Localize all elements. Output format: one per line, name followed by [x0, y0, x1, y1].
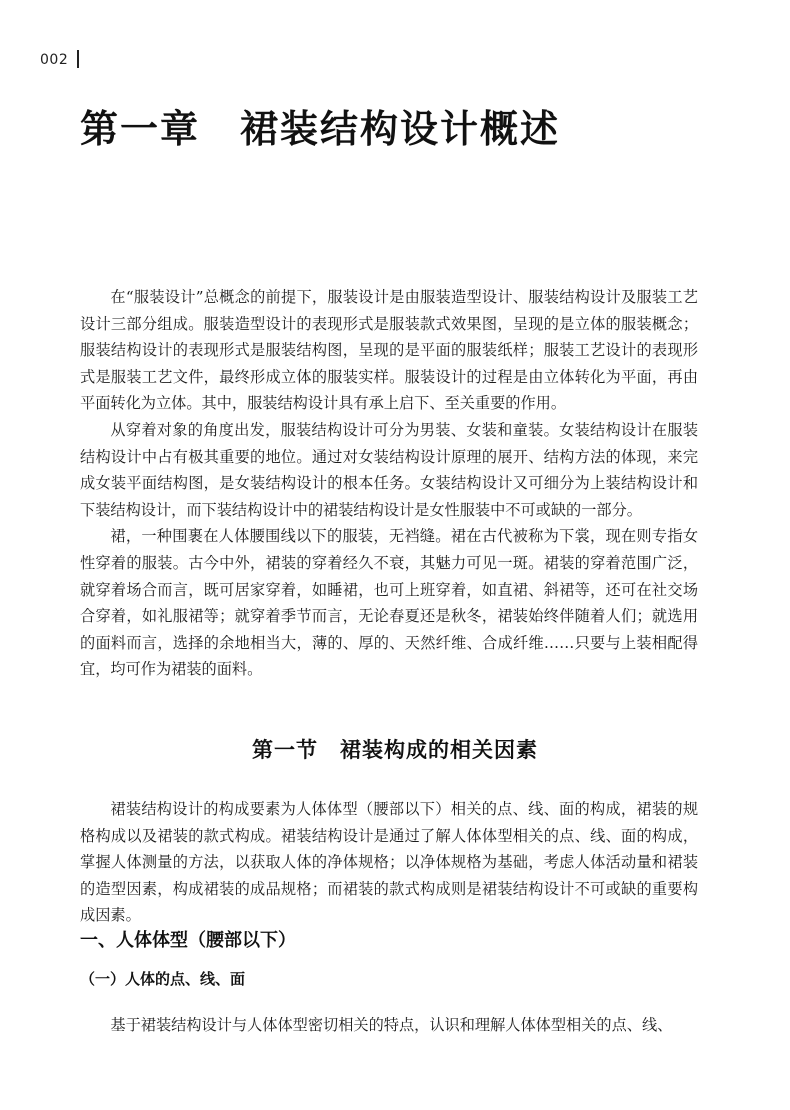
- intro-text: [80, 284, 698, 683]
- section-title: 第一节 裙装构成的相关因素: [252, 738, 538, 762]
- section-text: [80, 796, 698, 929]
- intro-paragraph-3: 裙，一种围裹在人体腰围线以下的服装，无裆缝。裙在古代被称为下裳，现在则专指女性穿着的服装。古今中外，裙装的穿着经久不衰，其魅力可见一斑。裙装的穿着范围广泛，就穿着场合而言，既可居家穿着，如睡裙，也可上班穿着，如直裙、斜裙等，还可在社交场合穿着，如礼服裙等；就穿着季节而言，无论春夏还是秋冬，裙装始终伴随着人们；就选用的面料而言，选择的余地相当大，薄的、厚的、天然纤维、合成纤维……只要与上装相配得宜，均可作为裙装的面料。: [80, 527, 698, 679]
- subsection-heading: 一、人体体型（腰部以下）: [80, 930, 296, 951]
- final-paragraph: 基于裙装结构设计与人体体型密切相关的特点，认识和理解人体体型相关的点、线、: [110, 1016, 673, 1034]
- chapter-title: 第一章 裙装结构设计概述: [80, 107, 561, 151]
- page-number-divider: [77, 50, 79, 68]
- page-number: 002: [40, 52, 69, 68]
- intro-paragraph-2: 从穿着对象的角度出发，服装结构设计可分为男装、女装和童装。女装结构设计在服装结构设计中占有极其重要的地位。通过对女装结构设计原理的展开、结构方法的体现，来完成女装平面结构图，是女装结构设计的根本任务。女装结构设计又可细分为上装结构设计和下装结构设计，而下装结构设计中的裙装结构设计是女性服装中不可或缺的一部分。: [80, 420, 698, 519]
- intro-paragraph-1: 在“服装设计”总概念的前提下，服装设计是由服装造型设计、服装结构设计及服装工艺设计三部分组成。服装造型设计的表现形式是服装款式效果图，呈现的是立体的服装概念；服装结构设计的表现形式是服装结构图，呈现的是平面的服装纸样；服装工艺设计的表现形式是服装工艺文件，最终形成立体的服装实样。服装设计的过程是由立体转化为平面，再由平面转化为立体。其中，服装结构设计具有承上启下、至关重要的作用。: [80, 288, 698, 413]
- final-text: [80, 1012, 698, 1039]
- section-paragraph-1: 裙装结构设计的构成要素为人体体型（腰部以下）相关的点、线、面的构成，裙装的规格构成以及裙装的款式构成。裙装结构设计是通过了解人体体型相关的点、线、面的构成，掌握人体测量的方法，以获取人体的净体规格；以净体规格为基础，考虑人体活动量和裙装的造型因素，构成裙装的成品规格；而裙装的款式构成则是裙装结构设计不可或缺的重要构成因素。: [80, 800, 698, 925]
- sub-subsection-heading: （一）人体的点、线、面: [80, 970, 246, 988]
